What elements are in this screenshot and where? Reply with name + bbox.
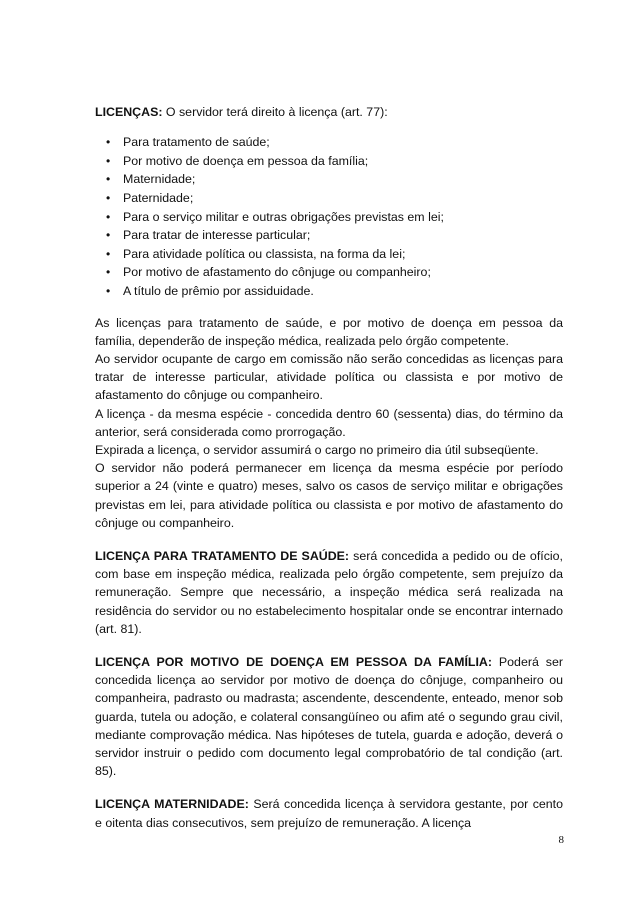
general-paragraph: O servidor não poderá permanecer em licença da mesma espécie por período superior a 24 (vinte e quatro) meses, salvo os casos de serviço militar e obrigações previstas em lei, para atividade política ou classista e por motivo de afastamento do cônjuge ou companheiro. bbox=[95, 461, 563, 530]
section-maternidade bbox=[95, 795, 563, 831]
page-content bbox=[95, 103, 563, 832]
section-heading: LICENÇA POR MOTIVO DE DOENÇA EM PESSOA DA FAMÍLIA: bbox=[95, 655, 492, 669]
section-doenca-familia bbox=[95, 653, 563, 780]
list-item: • Para tratamento de saúde; bbox=[95, 133, 563, 152]
licencas-list bbox=[95, 133, 563, 300]
section-heading: LICENÇA MATERNIDADE: bbox=[95, 797, 249, 812]
section-tratamento-saude bbox=[95, 547, 563, 638]
list-item: • Para atividade política ou classista, na forma da lei; bbox=[95, 245, 563, 264]
list-item: • Para o serviço militar e outras obrigações previstas em lei; bbox=[95, 208, 563, 227]
licencas-heading: LICENÇAS: bbox=[95, 105, 163, 119]
licencas-intro-text: O servidor terá direito à licença (art. 77): bbox=[162, 105, 388, 119]
general-paragraph: Expirada a licença, o servidor assumirá o cargo no primeiro dia útil subseqüente. bbox=[95, 442, 539, 457]
licencas-intro bbox=[95, 103, 563, 121]
list-item: • Por motivo de afastamento do cônjuge ou companheiro; bbox=[95, 263, 563, 282]
list-item: • A título de prêmio por assiduidade. bbox=[95, 282, 563, 301]
list-item: • Para tratar de interesse particular; bbox=[95, 226, 563, 245]
section-text: Poderá ser concedida licença ao servidor por motivo de doença do cônjuge, companheiro ou companheira, padrasto ou madrasta; ascendente, descendente, enteado, menor sob guarda, tutela ou adoção, e colateral consangüíneo ou afim até o segundo grau civil, mediante comprovação médica. Nas hipóteses de tutela, guarda e adoção, deverá o servidor instruir o pedido com documento legal comprobatório de tal condição (art. 85). bbox=[95, 655, 563, 779]
general-paragraph: As licenças para tratamento de saúde, e por motivo de doença em pessoa da família, dependerão de inspeção médica, realizada pelo órgão competente. bbox=[95, 315, 563, 348]
section-text: será concedida a pedido ou de ofício, com base em inspeção médica, realizada pelo órgão competente, sem prejuízo da remuneração. Sempre que necessário, a inspeção médica será realizada na residência do servidor ou no estabelecimento hospitalar onde se encontrar internado (art. 81). bbox=[95, 548, 563, 636]
list-item: • Por motivo de doença em pessoa da família; bbox=[95, 152, 563, 171]
list-item: • Paternidade; bbox=[95, 189, 563, 208]
section-text: Será concedida licença à servidora gestante, por cento e oitenta dias consecutivos, sem prejuízo de remuneração. A licença bbox=[95, 797, 564, 830]
general-paragraph: A licença - da mesma espécie - concedida dentro 60 (sessenta) dias, do término da anterior, será considerada como prorrogação. bbox=[95, 406, 563, 439]
section-heading: LICENÇA PARA TRATAMENTO DE SAÚDE: bbox=[95, 548, 350, 563]
list-item: • Maternidade; bbox=[95, 170, 563, 189]
general-paragraph: Ao servidor ocupante de cargo em comissão não serão concedidas as licenças para tratar de interesse particular, atividade política ou classista e por motivo de afastamento do cônjuge ou companheiro. bbox=[95, 351, 563, 403]
page-number: 8 bbox=[558, 834, 564, 846]
